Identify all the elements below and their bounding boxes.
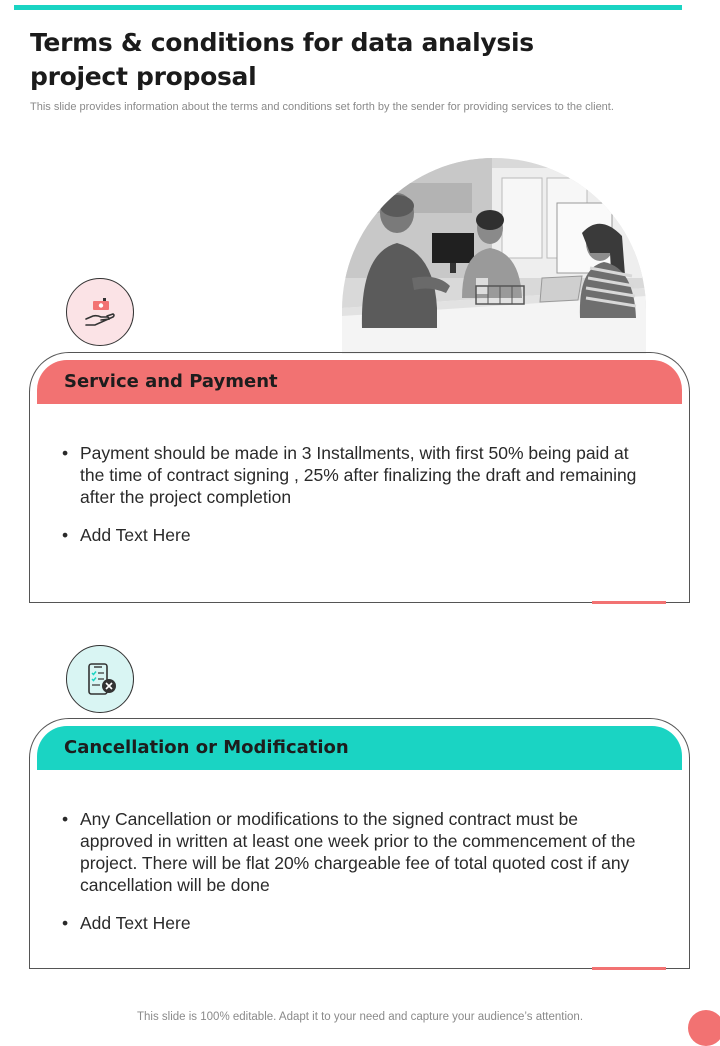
service-payment-body bbox=[62, 442, 642, 562]
cancellation-heading: Cancellation or Modification bbox=[37, 726, 682, 770]
list-item: • Any Cancellation or modifications to the signed contract must be approved in written at least one week prior to the commencement of the project. There will be flat 20% chargeable fee of total quoted cost if any cancellation will be done bbox=[62, 808, 642, 896]
team-meeting-photo bbox=[342, 158, 646, 354]
phone-checklist-cancel-icon bbox=[83, 662, 119, 698]
service-payment-heading: Service and Payment bbox=[37, 360, 682, 404]
page-title: Terms & conditions for data analysis project proposal bbox=[30, 28, 534, 91]
cancellation-body bbox=[62, 808, 642, 950]
footer-note: This slide is 100% editable. Adapt it to your need and capture your audience’s attention. bbox=[136, 1011, 584, 1023]
page-subtitle: This slide provides information about the terms and conditions set forth by the sender for providing services to the client. bbox=[30, 101, 614, 113]
list-item: • Add Text Here bbox=[62, 524, 642, 546]
cancellation-accent-line bbox=[592, 967, 666, 970]
corner-decoration bbox=[688, 1010, 720, 1046]
service-payment-accent-line bbox=[592, 601, 666, 604]
service-payment-icon-badge bbox=[66, 278, 134, 346]
hand-money-icon bbox=[83, 295, 119, 331]
top-accent-bar bbox=[14, 5, 682, 10]
cancellation-icon-badge bbox=[66, 645, 134, 713]
list-item: • Add Text Here bbox=[62, 912, 642, 934]
list-item: • Payment should be made in 3 Installments, with first 50% being paid at the time of contract signing , 25% after finalizing the draft and remaining after the project completion bbox=[62, 442, 642, 508]
